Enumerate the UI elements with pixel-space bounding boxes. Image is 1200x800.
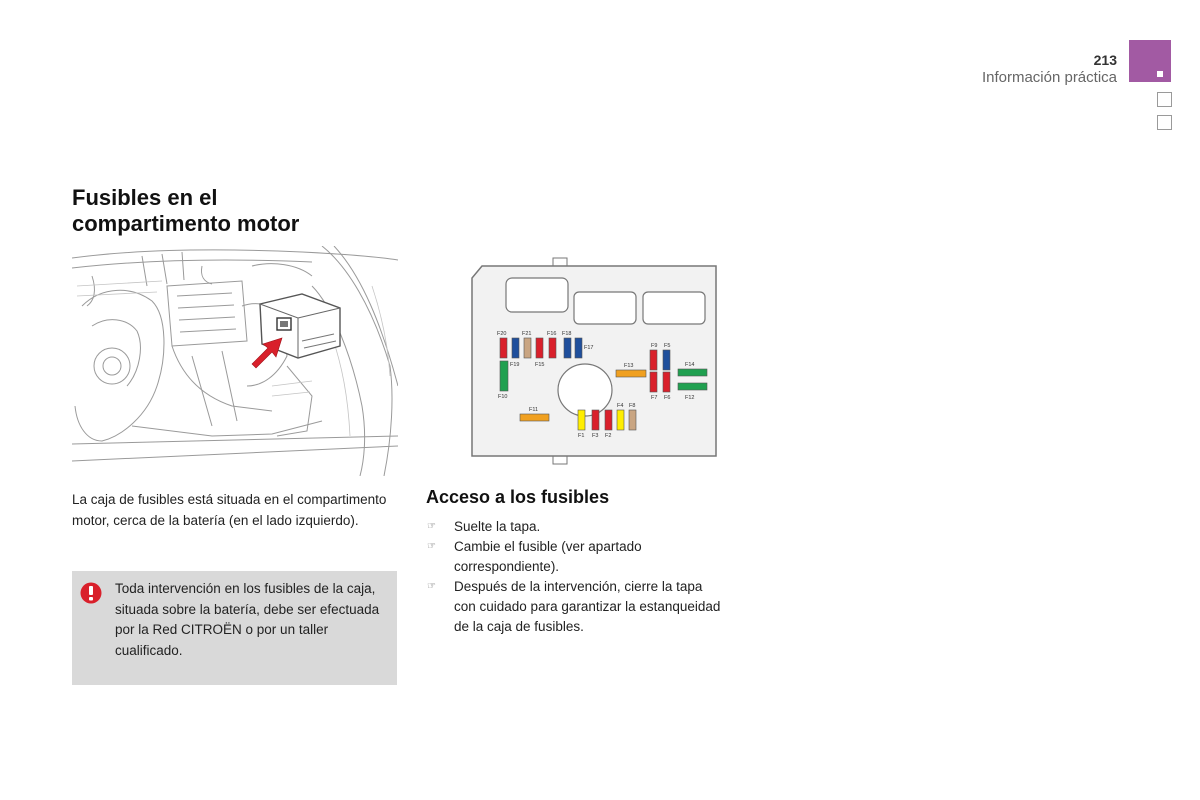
fuse-label-f20: F20 — [497, 331, 507, 337]
page-title — [72, 185, 402, 237]
fuse-label-f11: F11 — [529, 407, 539, 413]
fuse-label-f13: F13 — [624, 363, 634, 369]
fuse-label-f16: F16 — [547, 331, 557, 337]
fuse-label-f6: F6 — [664, 395, 671, 401]
fuse-label-f15: F15 — [535, 362, 545, 368]
fuse-label-f12: F12 — [685, 395, 695, 401]
fuse-label-f9: F9 — [651, 343, 658, 349]
fuse-label-f19: F19 — [510, 362, 520, 368]
fuse-label-f3: F3 — [592, 433, 599, 439]
title-line-2: compartimento motor — [72, 211, 300, 236]
fuse-label-f8: F8 — [629, 403, 636, 409]
fuse-box-location-text: La caja de fusibles está situada en el compartimento motor, cerca de la batería (en el lado izquierdo). — [72, 492, 387, 528]
fuse-label-f14: F14 — [685, 362, 695, 368]
pointing-hand-icon: ☞ — [427, 581, 436, 592]
warning-text: Toda intervención en los fusibles de la caja, situada sobre la batería, debe ser efectuada por la Red CITROËN o por un taller cualificado. — [115, 581, 380, 658]
fuse-label-f10: F10 — [498, 394, 508, 400]
list-item — [426, 537, 726, 577]
pointing-hand-icon: ☞ — [427, 521, 436, 532]
fuse-label-f18: F18 — [562, 331, 572, 337]
access-heading: Acceso a los fusibles — [426, 487, 610, 507]
title-line-1: Fusibles en el — [72, 185, 218, 210]
access-steps-list — [426, 517, 726, 637]
exclamation-icon — [80, 582, 102, 604]
section-title: Información práctica — [981, 69, 1117, 86]
page-number: 213 — [1093, 52, 1117, 68]
fuse-label-f17: F17 — [584, 345, 594, 351]
engine-compartment-illustration — [72, 246, 398, 476]
fuse-label-f1: F1 — [578, 433, 585, 439]
chapter-tab-empty-1 — [1157, 92, 1172, 107]
step-text: Después de la intervención, cierre la tapa con cuidado para garantizar la estanqueidad de la caja de fusibles. — [454, 579, 721, 634]
fuse-label-f5: F5 — [664, 343, 671, 349]
fuse-box-diagram — [468, 256, 720, 466]
list-item — [426, 517, 726, 537]
pointing-hand-icon: ☞ — [427, 541, 436, 552]
fuse-label-f7: F7 — [651, 395, 658, 401]
chapter-tab-marker — [1157, 71, 1163, 77]
fuse-label-f21: F21 — [522, 331, 532, 337]
fuse-label-f2: F2 — [605, 433, 612, 439]
step-text: Suelte la tapa. — [454, 519, 541, 534]
chapter-tab-empty-2 — [1157, 115, 1172, 130]
fuse-label-f4: F4 — [617, 403, 624, 409]
step-text: Cambie el fusible (ver apartado correspondiente). — [454, 539, 642, 574]
list-item — [426, 577, 726, 637]
chapter-tab — [1129, 40, 1171, 82]
